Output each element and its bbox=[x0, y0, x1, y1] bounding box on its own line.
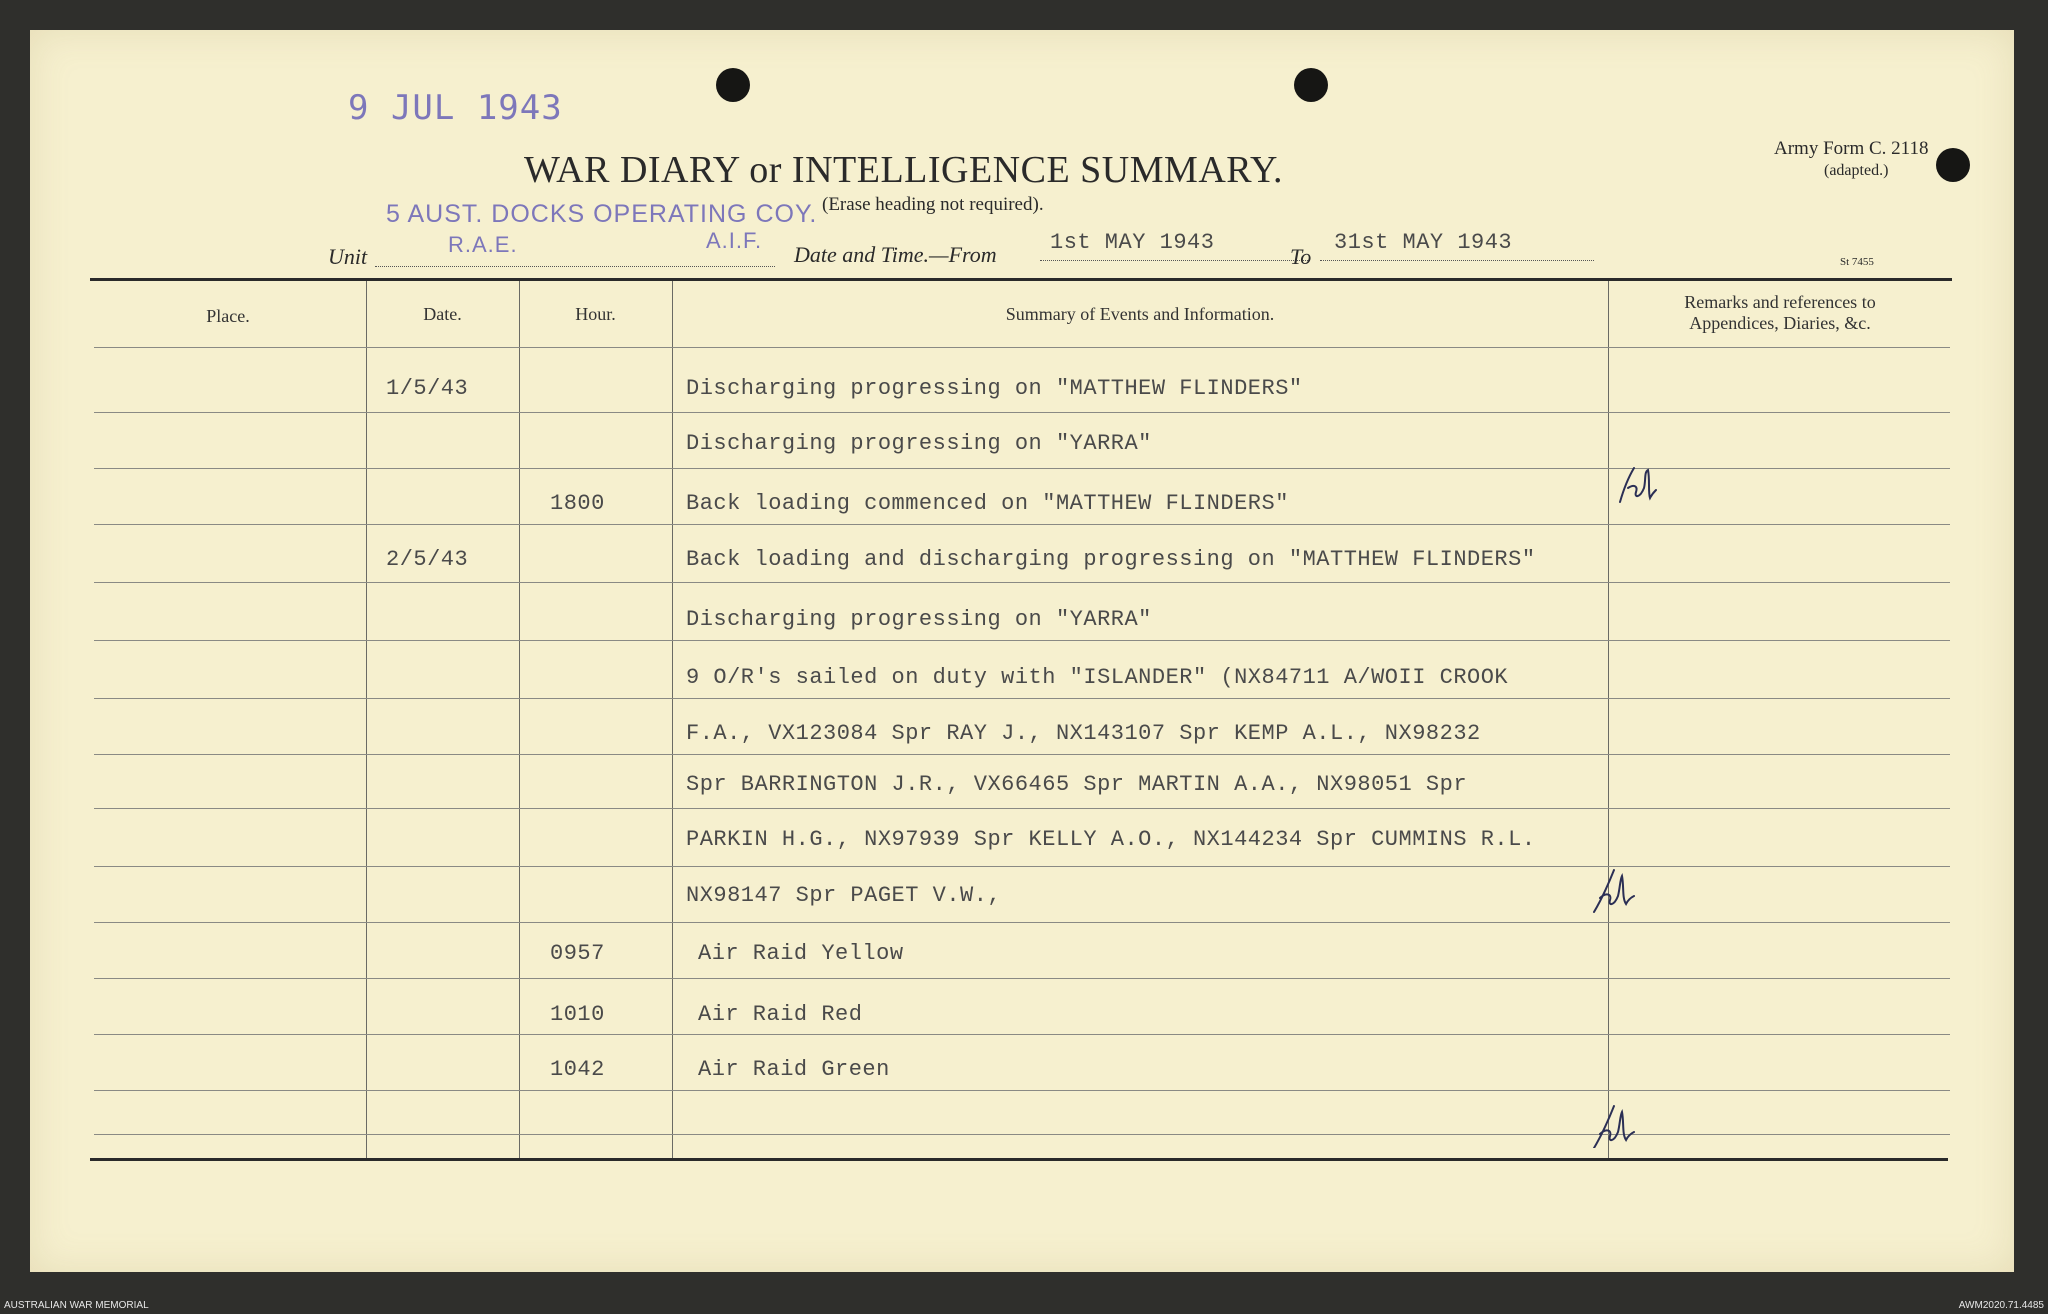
row-rule bbox=[94, 524, 1950, 525]
entry-summary: Air Raid Yellow bbox=[698, 941, 904, 966]
entry-hour: 1042 bbox=[550, 1057, 605, 1082]
unit-label: Unit bbox=[328, 244, 368, 269]
row-rule bbox=[94, 412, 1950, 413]
entry-summary: Discharging progressing on "MATTHEW FLINDERS" bbox=[686, 376, 1303, 401]
unit-stamp: 5 AUST. DOCKS OPERATING COY. bbox=[386, 200, 818, 228]
to-field-line bbox=[1320, 260, 1594, 261]
from-date-value: 1st MAY 1943 bbox=[1050, 230, 1215, 255]
to-label: To bbox=[1290, 244, 1312, 269]
entry-summary: Air Raid Green bbox=[698, 1057, 890, 1082]
row-rule bbox=[94, 1034, 1950, 1035]
entry-summary: Back loading and discharging progressing on "MATTHEW FLINDERS" bbox=[686, 547, 1536, 572]
initials-signature bbox=[1590, 862, 1638, 914]
entry-summary: F.A., VX123084 Spr RAY J., NX143107 Spr KEMP A.L., NX98232 bbox=[686, 721, 1481, 746]
row-rule bbox=[94, 1134, 1950, 1135]
row-rule bbox=[94, 698, 1950, 699]
adapted-note: (adapted.) bbox=[1824, 162, 1889, 179]
row-rule bbox=[94, 468, 1950, 469]
row-rule bbox=[94, 1090, 1950, 1091]
initials-signature bbox=[1614, 458, 1662, 510]
row-rule bbox=[94, 754, 1950, 755]
to-date-value: 31st MAY 1943 bbox=[1334, 230, 1513, 255]
row-rule bbox=[94, 640, 1950, 641]
entry-summary: Discharging progressing on "YARRA" bbox=[686, 607, 1152, 632]
initials-signature bbox=[1590, 1096, 1638, 1148]
column-header-hour: Hour. bbox=[575, 304, 616, 324]
entry-summary: Air Raid Red bbox=[698, 1002, 863, 1027]
remarks-header-line2: Appendices, Diaries, &c. bbox=[1689, 313, 1871, 333]
footer-right: AWM2020.71.4485 bbox=[1958, 1300, 2044, 1311]
row-rule bbox=[94, 582, 1950, 583]
remarks-header-line1: Remarks and references to bbox=[1684, 292, 1876, 312]
column-header-date: Date. bbox=[423, 304, 462, 324]
table-bottom-rule bbox=[90, 1158, 1948, 1161]
entry-date: 2/5/43 bbox=[386, 547, 469, 572]
table-top-rule bbox=[90, 278, 1952, 281]
entry-summary: Spr BARRINGTON J.R., VX66465 Spr MARTIN A.A., NX98051 Spr bbox=[686, 772, 1468, 797]
entry-hour: 0957 bbox=[550, 941, 605, 966]
column-header-remarks bbox=[1608, 292, 1952, 334]
row-rule bbox=[94, 922, 1950, 923]
entry-summary: Back loading commenced on "MATTHEW FLINDERS" bbox=[686, 491, 1289, 516]
header-rule bbox=[94, 347, 1950, 348]
unit-field-line bbox=[375, 266, 775, 267]
from-field-line bbox=[1040, 260, 1310, 261]
entry-date: 1/5/43 bbox=[386, 376, 469, 401]
footer-left: AUSTRALIAN WAR MEMORIAL bbox=[4, 1300, 149, 1311]
punch-hole bbox=[1936, 148, 1970, 182]
unit-stamp-aif: A.I.F. bbox=[706, 228, 763, 253]
row-rule bbox=[94, 808, 1950, 809]
date-stamp: 9 JUL 1943 bbox=[348, 88, 563, 128]
entry-summary: PARKIN H.G., NX97939 Spr KELLY A.O., NX144234 Spr CUMMINS R.L. bbox=[686, 827, 1536, 852]
row-rule bbox=[94, 866, 1950, 867]
entry-hour: 1010 bbox=[550, 1002, 605, 1027]
entry-summary: NX98147 Spr PAGET V.W., bbox=[686, 883, 1002, 908]
punch-hole bbox=[716, 68, 750, 102]
date-label: Date and Time.—From bbox=[794, 242, 997, 267]
document-page bbox=[30, 30, 2014, 1272]
entry-summary: 9 O/R's sailed on duty with "ISLANDER" (NX84711 A/WOII CROOK bbox=[686, 665, 1509, 690]
page-title: WAR DIARY or INTELLIGENCE SUMMARY. bbox=[524, 149, 1284, 191]
unit-stamp-rae: R.A.E. bbox=[448, 232, 518, 257]
entry-hour: 1800 bbox=[550, 491, 605, 516]
column-header-summary: Summary of Events and Information. bbox=[1005, 304, 1275, 324]
subtitle: (Erase heading not required). bbox=[822, 194, 1044, 215]
punch-hole bbox=[1294, 68, 1328, 102]
army-form-number: Army Form C. 2118 bbox=[1774, 138, 1929, 159]
form-print-number: St 7455 bbox=[1840, 256, 1874, 268]
row-rule bbox=[94, 978, 1950, 979]
entry-summary: Discharging progressing on "YARRA" bbox=[686, 431, 1152, 456]
column-header-place: Place. bbox=[206, 306, 250, 326]
